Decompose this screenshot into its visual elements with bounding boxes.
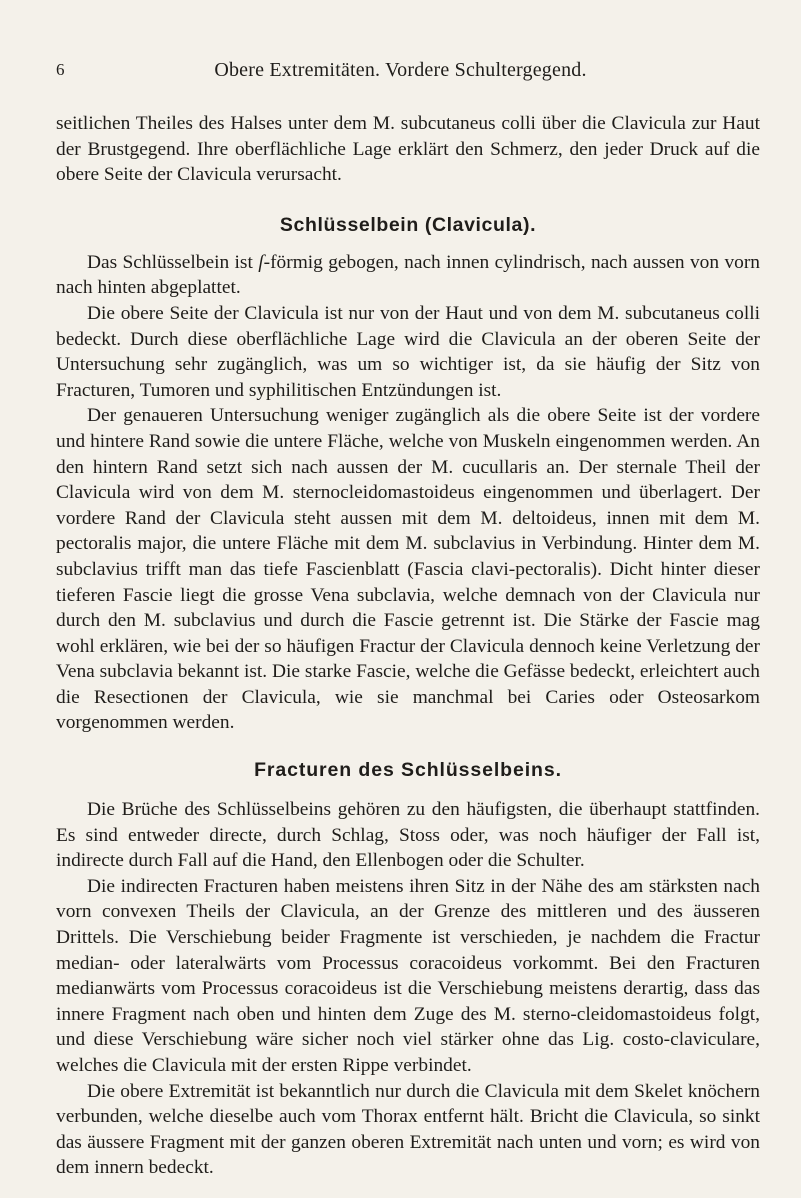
clavicula-paragraph-3: Der genaueren Untersuchung weniger zugänglich als die obere Seite ist der vordere und hintere Rand sowie die untere Fläche, welche von Muskeln eingenommen werden. An den hintern Rand setzt sich nach aussen der M. cucullaris an. Der sternale Theil der Clavicula wird von dem M. sternocleidomastoideus eingenommen und überlagert. Der vordere Rand der Clavicula steht aussen mit dem M. deltoideus, innen mit dem M. pectoralis major, die untere Fläche mit dem M. subclavius in Verbindung. Hinter dem M. subclavius trifft man das tiefe Fascienblatt (Fascia clavi-pectoralis). Dicht hinter dieser tieferen Fascie liegt die grosse Vena subclavia, welche demnach von der Clavicula nur durch den M. subclavius und durch die Fascie getrennt ist. Die Stärke der Fascie mag wohl erklären, wie bei der so häufigen Fractur der Clavicula dennoch keine Verletzung der Vena subclavia bekannt ist. Die starke Fascie, welche die Gefässe bedeckt, erleichtert auch die Resectionen der Clavicula, wie sie manchmal bei Caries oder Osteosarkom vorgenommen werden. [56, 405, 760, 734]
intro-paragraph: seitlichen Theiles des Halses unter dem M. subcutaneus colli über die Clavicula zur Haut der Brustgegend. Ihre oberflächliche Lage erklärt den Schmerz, den jeder Druck auf die obere Seite der Clavicula verursacht. [56, 113, 760, 186]
section-heading-fracturen: Fracturen des Schlüsselbeins. [254, 759, 562, 782]
fracturen-paragraph-1: Die Brüche des Schlüsselbeins gehören zu den häufigsten, die überhaupt stattfinden. Es sind entweder directe, durch Schlag, Stoss oder, was noch häufiger der Fall ist, indirecte durch Fall auf die Hand, den Ellenbogen oder die Schulter. [56, 799, 760, 872]
body-text [56, 111, 760, 1181]
running-head: Obere Extremitäten. Vordere Schultergegend. [214, 59, 587, 81]
clavicula-paragraph-2: Die obere Seite der Clavicula ist nur von der Haut und von dem M. subcutaneus colli bedeckt. Durch diese oberflächliche Lage wird die Clavicula an der oberen Seite der Untersuchung sehr zugänglich, was um so wichtiger ist, da sie häufig der Sitz von Fracturen, Tumoren und syphilitischen Entzündungen ist. [56, 302, 760, 401]
f-shape-glyph: ſ [258, 251, 264, 273]
section-heading-clavicula: Schlüsselbein (Clavicula). [279, 213, 537, 236]
clavicula-p1-before: Das Schlüsselbein ist [87, 251, 259, 273]
fracturen-paragraph-2: Die indirecten Fracturen haben meistens ihren Sitz in der Nähe des am stärksten nach vorn convexen Theils der Clavicula, an der Grenze des mittleren und des äusseren Drittels. Die Verschiebung beider Fragmente ist verschieden, je nachdem die Fractur median- oder lateralwärts vom Processus coracoideus vorkommt. Bei den Fracturen medianwärts vom Processus coracoideus ist die Verschiebung meistens derartig, dass das innere Fragment nach oben und hinten dem Zuge des M. sterno-cleidomastoideus folgt, und diese Verschiebung wäre sicher noch viel stärker ohne das Lig. costo-claviculare, welches die Clavicula mit der ersten Rippe verbindet. [56, 875, 760, 1076]
fracturen-paragraph-3: Die obere Extremität ist bekanntlich nur durch die Clavicula mit dem Skelet knöchern verbunden, welche dieselbe auch vom Thorax entfernt hält. Bricht die Clavicula, so sinkt das äussere Fragment mit der ganzen oberen Extremität nach unten und vorn; es wird von dem innern bedeckt. [56, 1080, 760, 1179]
clavicula-p1-after: -förmig gebogen, nach innen cylindrisch, nach aussen von vorn nach hinten abgeplattet. [56, 251, 760, 299]
clavicula-paragraph-1 [56, 250, 760, 301]
page-number: 6 [56, 60, 65, 79]
